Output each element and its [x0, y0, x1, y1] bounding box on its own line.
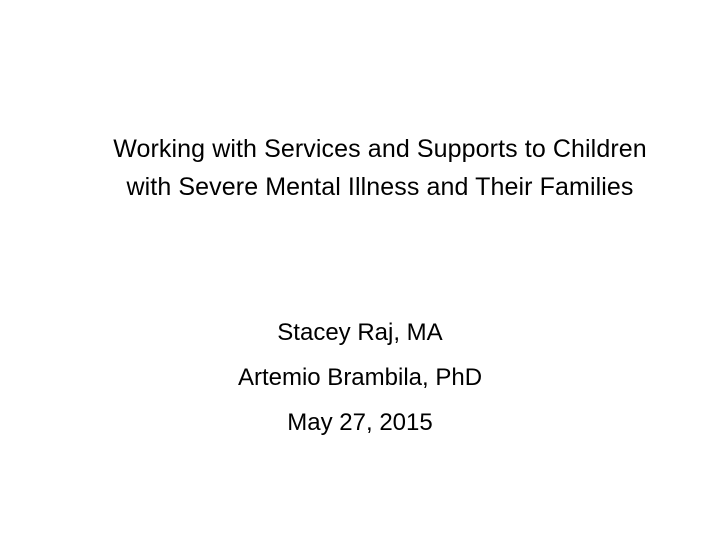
slide-title-line-1: Working with Services and Supports to Children	[113, 135, 647, 163]
presentation-date: May 27, 2015	[287, 409, 433, 436]
slide-subtitle	[120, 310, 600, 445]
slide-title	[60, 130, 700, 206]
slide-title-line-2: with Severe Mental Illness and Their Families	[126, 173, 634, 201]
presenter-name-1: Stacey Raj, MA	[277, 319, 443, 346]
presenter-name-2: Artemio Brambila, PhD	[237, 364, 483, 391]
